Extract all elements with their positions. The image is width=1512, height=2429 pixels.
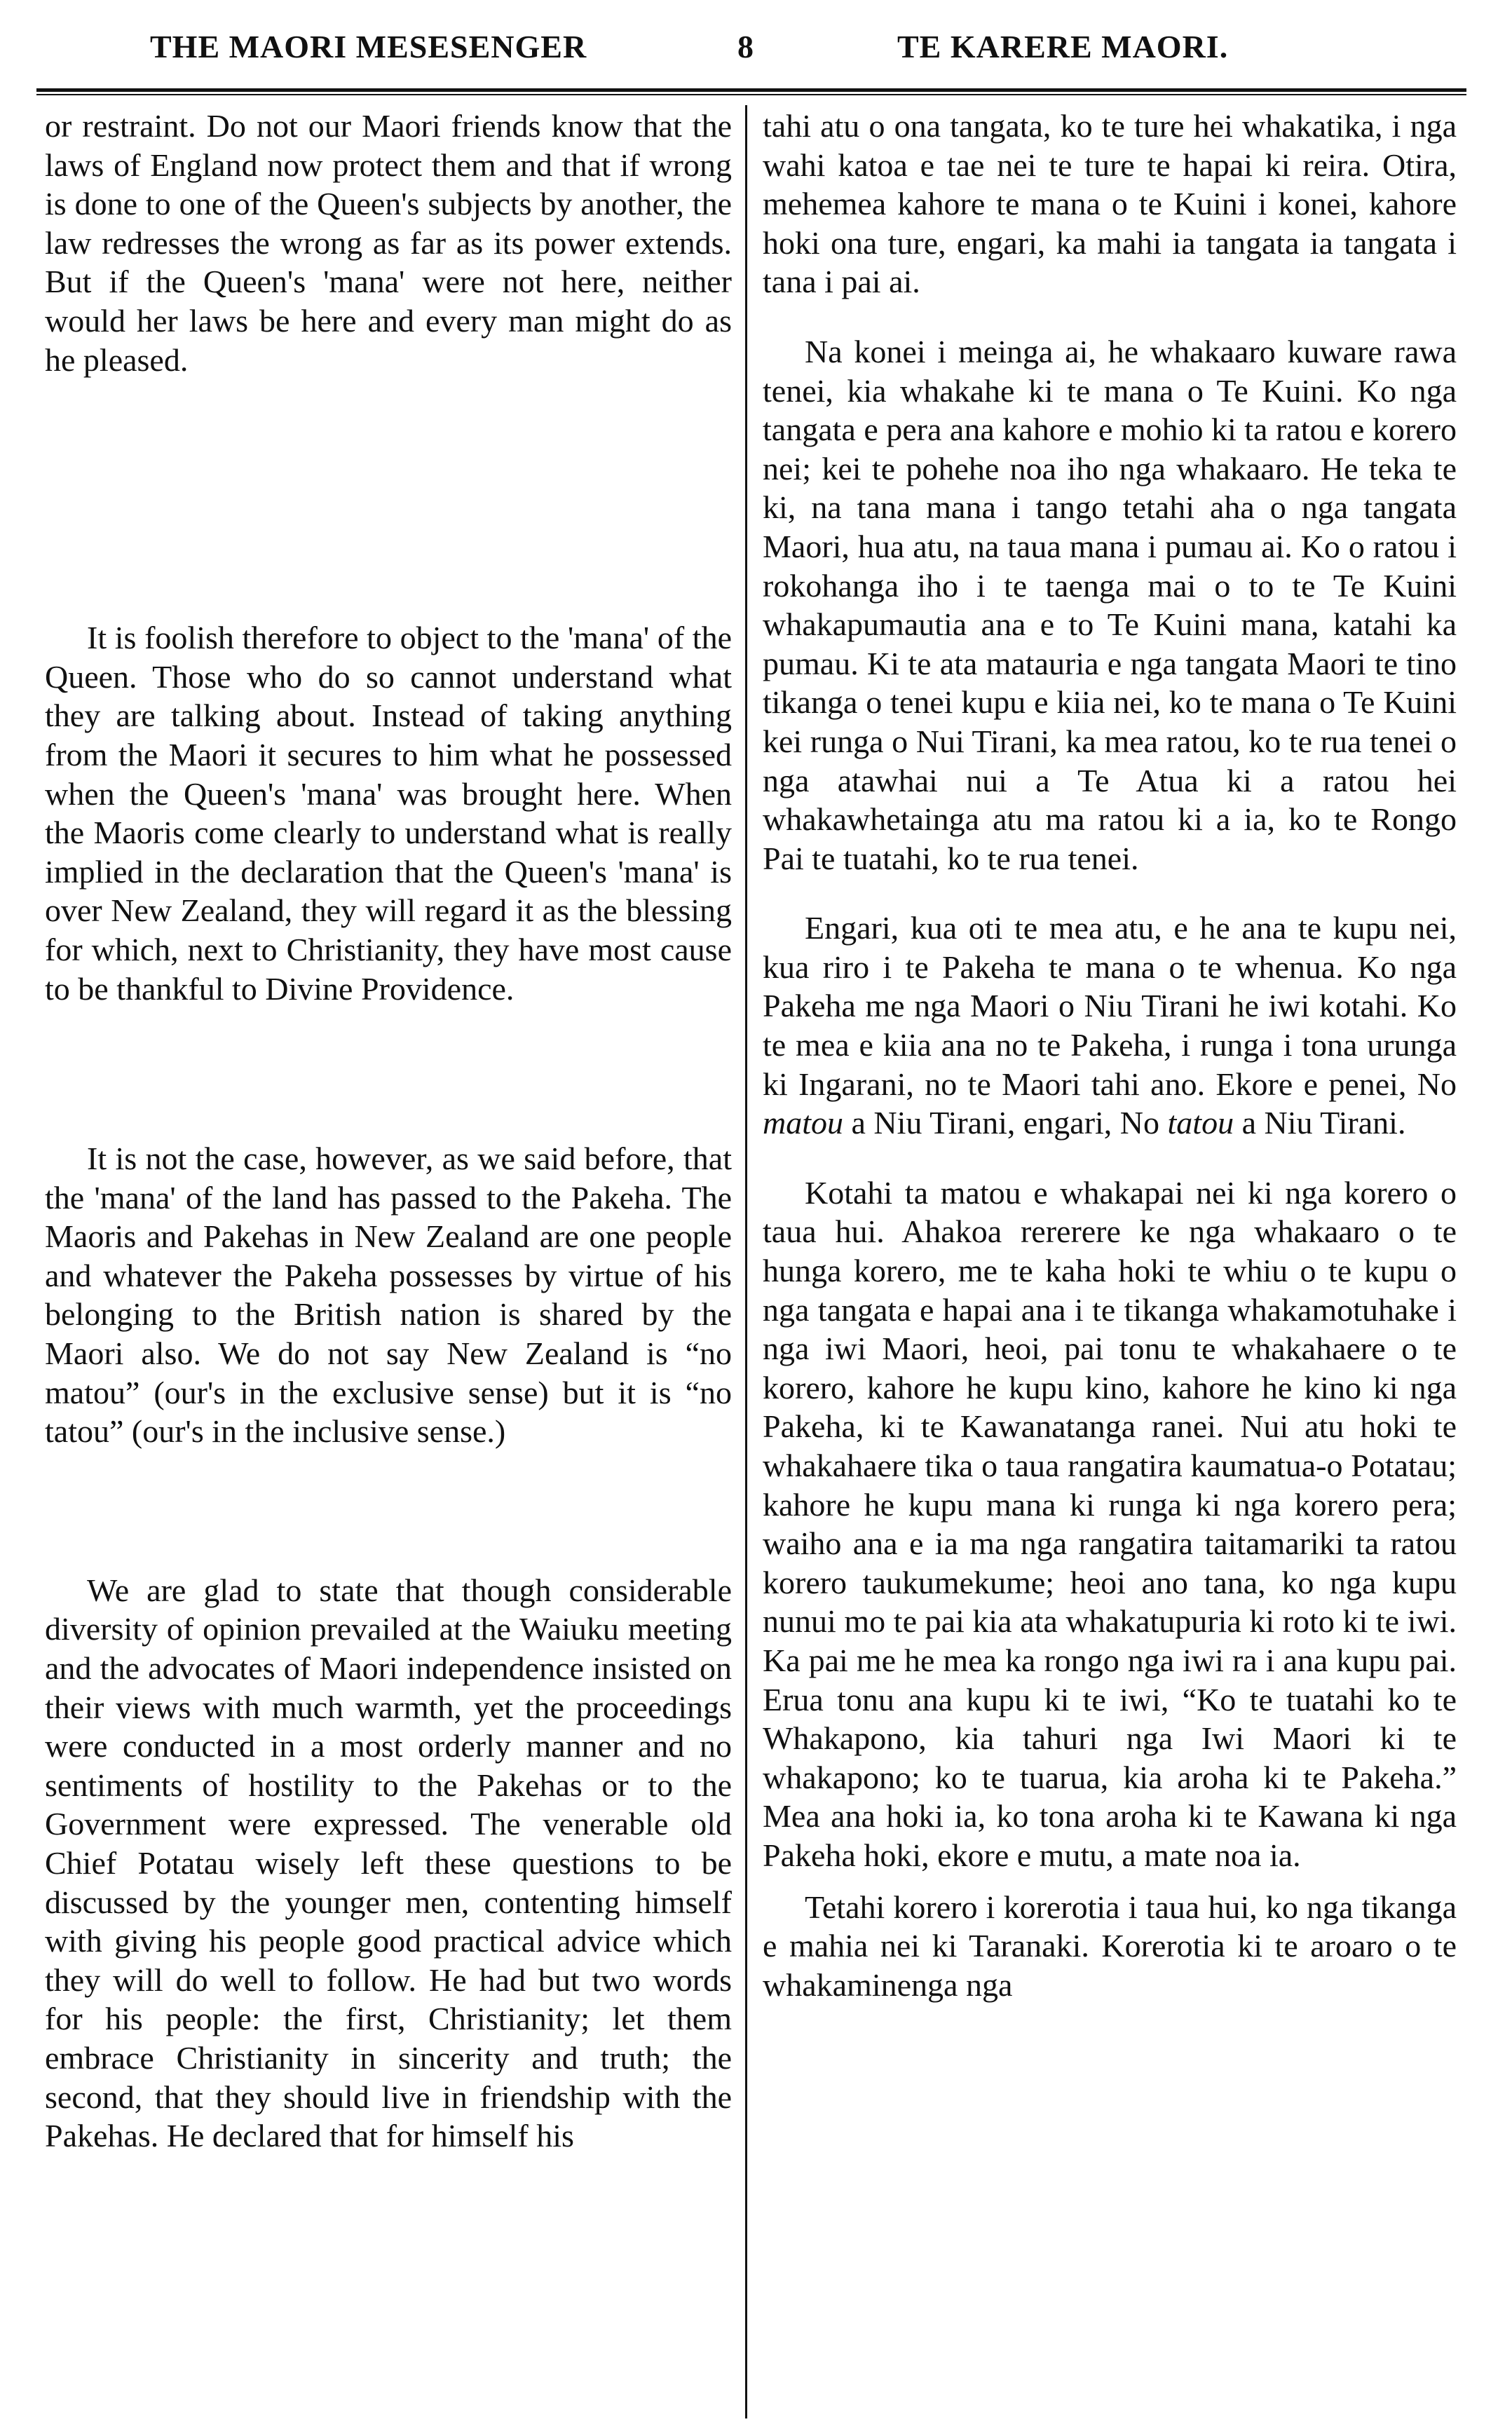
header-english-title: THE MAORI MESESENGER — [150, 29, 587, 64]
header-maori-title: TE KARERE MAORI. — [897, 29, 1229, 64]
english-paragraph-1: or restraint. Do not our Maori friends know that the laws of England now protect them and that if wrong is done to one of the Queen's subjects by another, the law redresses the wrong as far as its power extends. But if the Queen's 'mana' were not here, neither would her laws be here and every man might do as he pleased. — [45, 108, 732, 378]
maori-paragraph-3-emphasis-2: tatou — [1167, 1105, 1234, 1141]
header-rule — [36, 88, 1466, 92]
maori-paragraph-2: Na konei i meinga ai, he whakaaro kuware rawa tenei, kia whakahe ki te mana o Te Kuini. Ko nga tangata e pera ana kahore e mohio ki ta ratou e korero nei; kei te pohehe noa iho nga whakaaro. He teka te ki, na tana mana i tango tetahi aha o nga tangata Maori, hua atu, na taua mana i pumau ai. Ko o ratou i rokohanga iho i te taenga mai o to te Te Kuini whakapumautia ana e to Te Kuini mana, katahi ka pumau. Ki te ata matauria e nga tangata Maori te tino tikanga o tenei kupu e kiia nei, ko te mana o Te Kuini kei runga o Nui Tirani, ka mea ratou, ko te rua tenei o nga atawhai nui a Te Atua ki a ratou hei whakawhetainga atu ma ratou ki a ia, ko te Rongo Pai te tuatahi, ko te rua tenei. — [763, 333, 1457, 876]
column-rule — [745, 105, 747, 2418]
maori-paragraph-3-emphasis-1: matou — [763, 1105, 843, 1141]
english-paragraph-4: We are glad to state that though considerable diversity of opinion prevailed at the Waiuku meeting and the advocates of Maori independence insisted on their views with much warmth, yet the proceedings were conducted in a most orderly manner and no sentiments of hostility to the Pakehas or to the Government were expressed. The venerable old Chief Potatau wisely left these questions to be discussed by the younger men, contenting himself with giving his people good practical advice which they will do well to follow. He had but two words for his people: the first, Christianity; let them embrace Christianity in sincerity and truth; the second, that they should live in friendship with the Pakehas. He declared that for himself his — [45, 1572, 732, 2154]
maori-paragraph-3 — [763, 909, 1457, 1143]
maori-paragraph-3-text-b: a Niu Tirani, engari, No — [843, 1105, 1168, 1141]
english-paragraph-3: It is not the case, however, as we said before, that the 'mana' of the land has passed to the Pakeha. The Maoris and Pakehas in New Zealand are one people and whatever the Pakeha possesses by virtue of his belonging to the British nation is shared by the Maori also. We do not say New Zealand is “no matou” (our's in the exclusive sense) but it is “no tatou” (our's in the inclusive sense.) — [45, 1141, 732, 1450]
page-number: 8 — [737, 29, 754, 64]
maori-column — [763, 107, 1457, 2004]
running-head — [0, 28, 1512, 84]
maori-paragraph-3-text-a: Engari, kua oti te mea atu, e he ana te kupu nei, kua riro i te Pakeha te mana o te whenua. Ko nga Pakeha me nga Maori o Niu Tirani he iwi kotahi. Ko te mea e kiia ana no te Pakeha, i runga i tona urunga ki Ingarani, no te Maori tahi ano. Ekore e penei, No — [763, 910, 1457, 1102]
english-paragraph-2: It is foolish therefore to object to the 'mana' of the Queen. Those who do so cannot understand what they are talking about. Instead of taking anything from the Maori it secures to him what he possessed when the Queen's 'mana' was brought here. When the Maoris come clearly to understand what is really implied in the declaration that the Queen's 'mana' is over New Zealand, they will regard it as the blessing for which, next to Christianity, they have most cause to be thankful to Divine Providence. — [45, 620, 732, 1007]
maori-paragraph-4: Kotahi ta matou e whakapai nei ki nga korero o taua hui. Ahakoa rererere ke nga whakaaro o te hunga korero, me te kaha hoki te whiu o te kupu o nga tangata e hapai ana i te tikanga whakamotuhake i nga iwi Maori, heoi, pai tonu te whakahaere o te korero, kahore he kupu kino, kahore he kino ki nga Pakeha, ki te Kawanatanga ranei. Nui atu hoki te whakahaere tika o taua rangatira kaumatua-o Potatau; kahore he kupu mana ki runga ki nga korero pera; waiho ana e ia ma nga rangatira taitamariki ta ratou korero taukumekume; heoi ano tana, ko nga kupu nunui mo te pai kia ata whakatupuria ki roto ki te iwi. Ka pai me he mea ka rongo nga iwi ra i ana kupu pai. Erua tonu ana kupu ki te iwi, “Ko te tuatahi ko te Whakapono, kia tahuri nga Iwi Maori ki te whakapono; ko te tuarua, kia aroha ki te Pakeha.” Mea ana hoki ia, ko tona aroha ki te Kawana ki nga Pakeha hoki, ekore e mutu, a mate noa ia. — [763, 1174, 1457, 1873]
maori-paragraph-1: tahi atu o ona tangata, ko te ture hei whakatika, i nga wahi katoa e tae nei te ture te hapai ki reira. Otira, mehemea kahore te mana o te Kuini i konei, kahore hoki ona ture, engari, ka mahi ia tangata ia tangata i tana i pai ai. — [763, 108, 1457, 300]
header-rule-thin — [36, 94, 1466, 95]
maori-paragraph-3-text-c: a Niu Tirani. — [1234, 1105, 1406, 1141]
maori-paragraph-5: Tetahi korero i korerotia i taua hui, ko nga tikanga e mahia nei ki Taranaki. Korerotia ki te aroaro o te whakaminenga nga — [763, 1889, 1457, 2003]
english-column — [45, 107, 732, 2156]
